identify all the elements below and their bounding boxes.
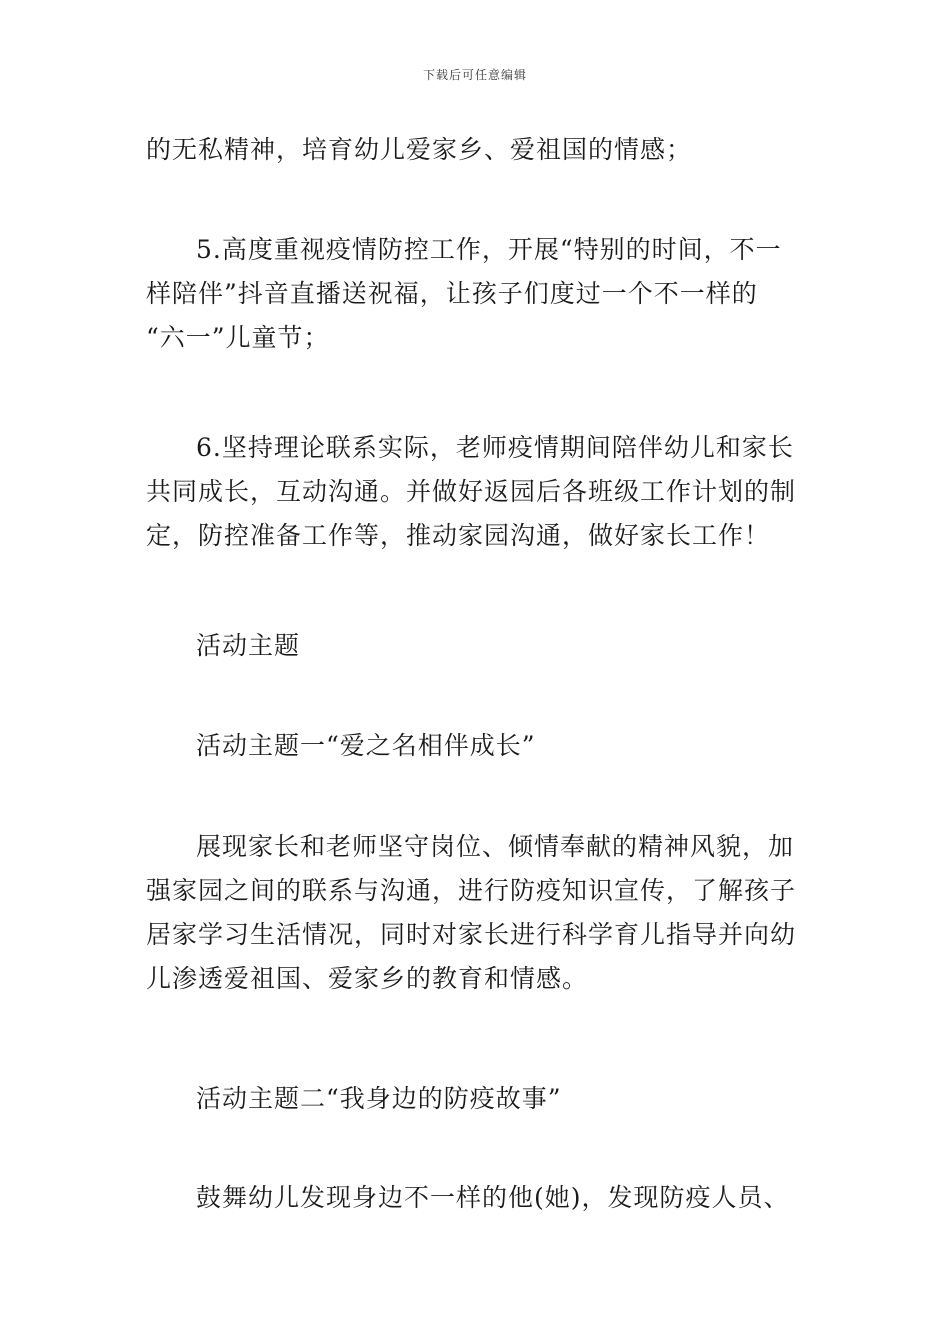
text-line: 活动主题二“我身边的防疫故事” bbox=[196, 1084, 562, 1113]
section-heading-activity-theme bbox=[146, 624, 810, 668]
text-line: 活动主题一“爱之名相伴成长” bbox=[196, 731, 536, 760]
text-line: 展现家长和老师坚守岗位、倾情奉献的精神风貌，加 bbox=[196, 832, 795, 861]
paragraph-item-5 bbox=[146, 228, 810, 360]
paragraph-item-6 bbox=[146, 426, 810, 558]
text-line: 活动主题 bbox=[196, 631, 301, 660]
text-line: 的无私精神，培育幼儿爱家乡、爱祖国的情感； bbox=[146, 135, 693, 164]
paragraph-theme-two-body bbox=[146, 1176, 810, 1220]
text-line: 强家园之间的联系与沟通，进行防疫知识宣传，了解孩子 bbox=[146, 876, 797, 905]
page-header: 下载后可任意编辑 bbox=[422, 68, 527, 82]
paragraph-continuation bbox=[146, 128, 810, 172]
text-line: 居家学习生活情况，同时对家长进行科学育儿指导并向幼 bbox=[146, 920, 797, 949]
text-line: 5.高度重视疫情防控工作，开展“特别的时间，不一 bbox=[196, 235, 782, 264]
text-line: 定，防控准备工作等，推动家园沟通，做好家长工作！ bbox=[146, 521, 771, 550]
text-line: 6.坚持理论联系实际，老师疫情期间陪伴幼儿和家长 bbox=[196, 433, 794, 462]
section-heading-theme-two bbox=[146, 1077, 810, 1121]
text-line: “六一”儿童节； bbox=[146, 323, 330, 352]
text-line: 样陪伴”抖音直播送祝福，让孩子们度过一个不一样的 bbox=[146, 279, 758, 308]
paragraph-theme-one-body bbox=[146, 825, 810, 1001]
text-line: 儿渗透爱祖国、爱家乡的教育和情感。 bbox=[146, 964, 589, 993]
text-line: 鼓舞幼儿发现身边不一样的他(她)，发现防疫人员、 bbox=[196, 1183, 790, 1212]
text-line: 共同成长，互动沟通。并做好返园后各班级工作计划的制 bbox=[146, 477, 797, 506]
section-heading-theme-one bbox=[146, 724, 810, 768]
